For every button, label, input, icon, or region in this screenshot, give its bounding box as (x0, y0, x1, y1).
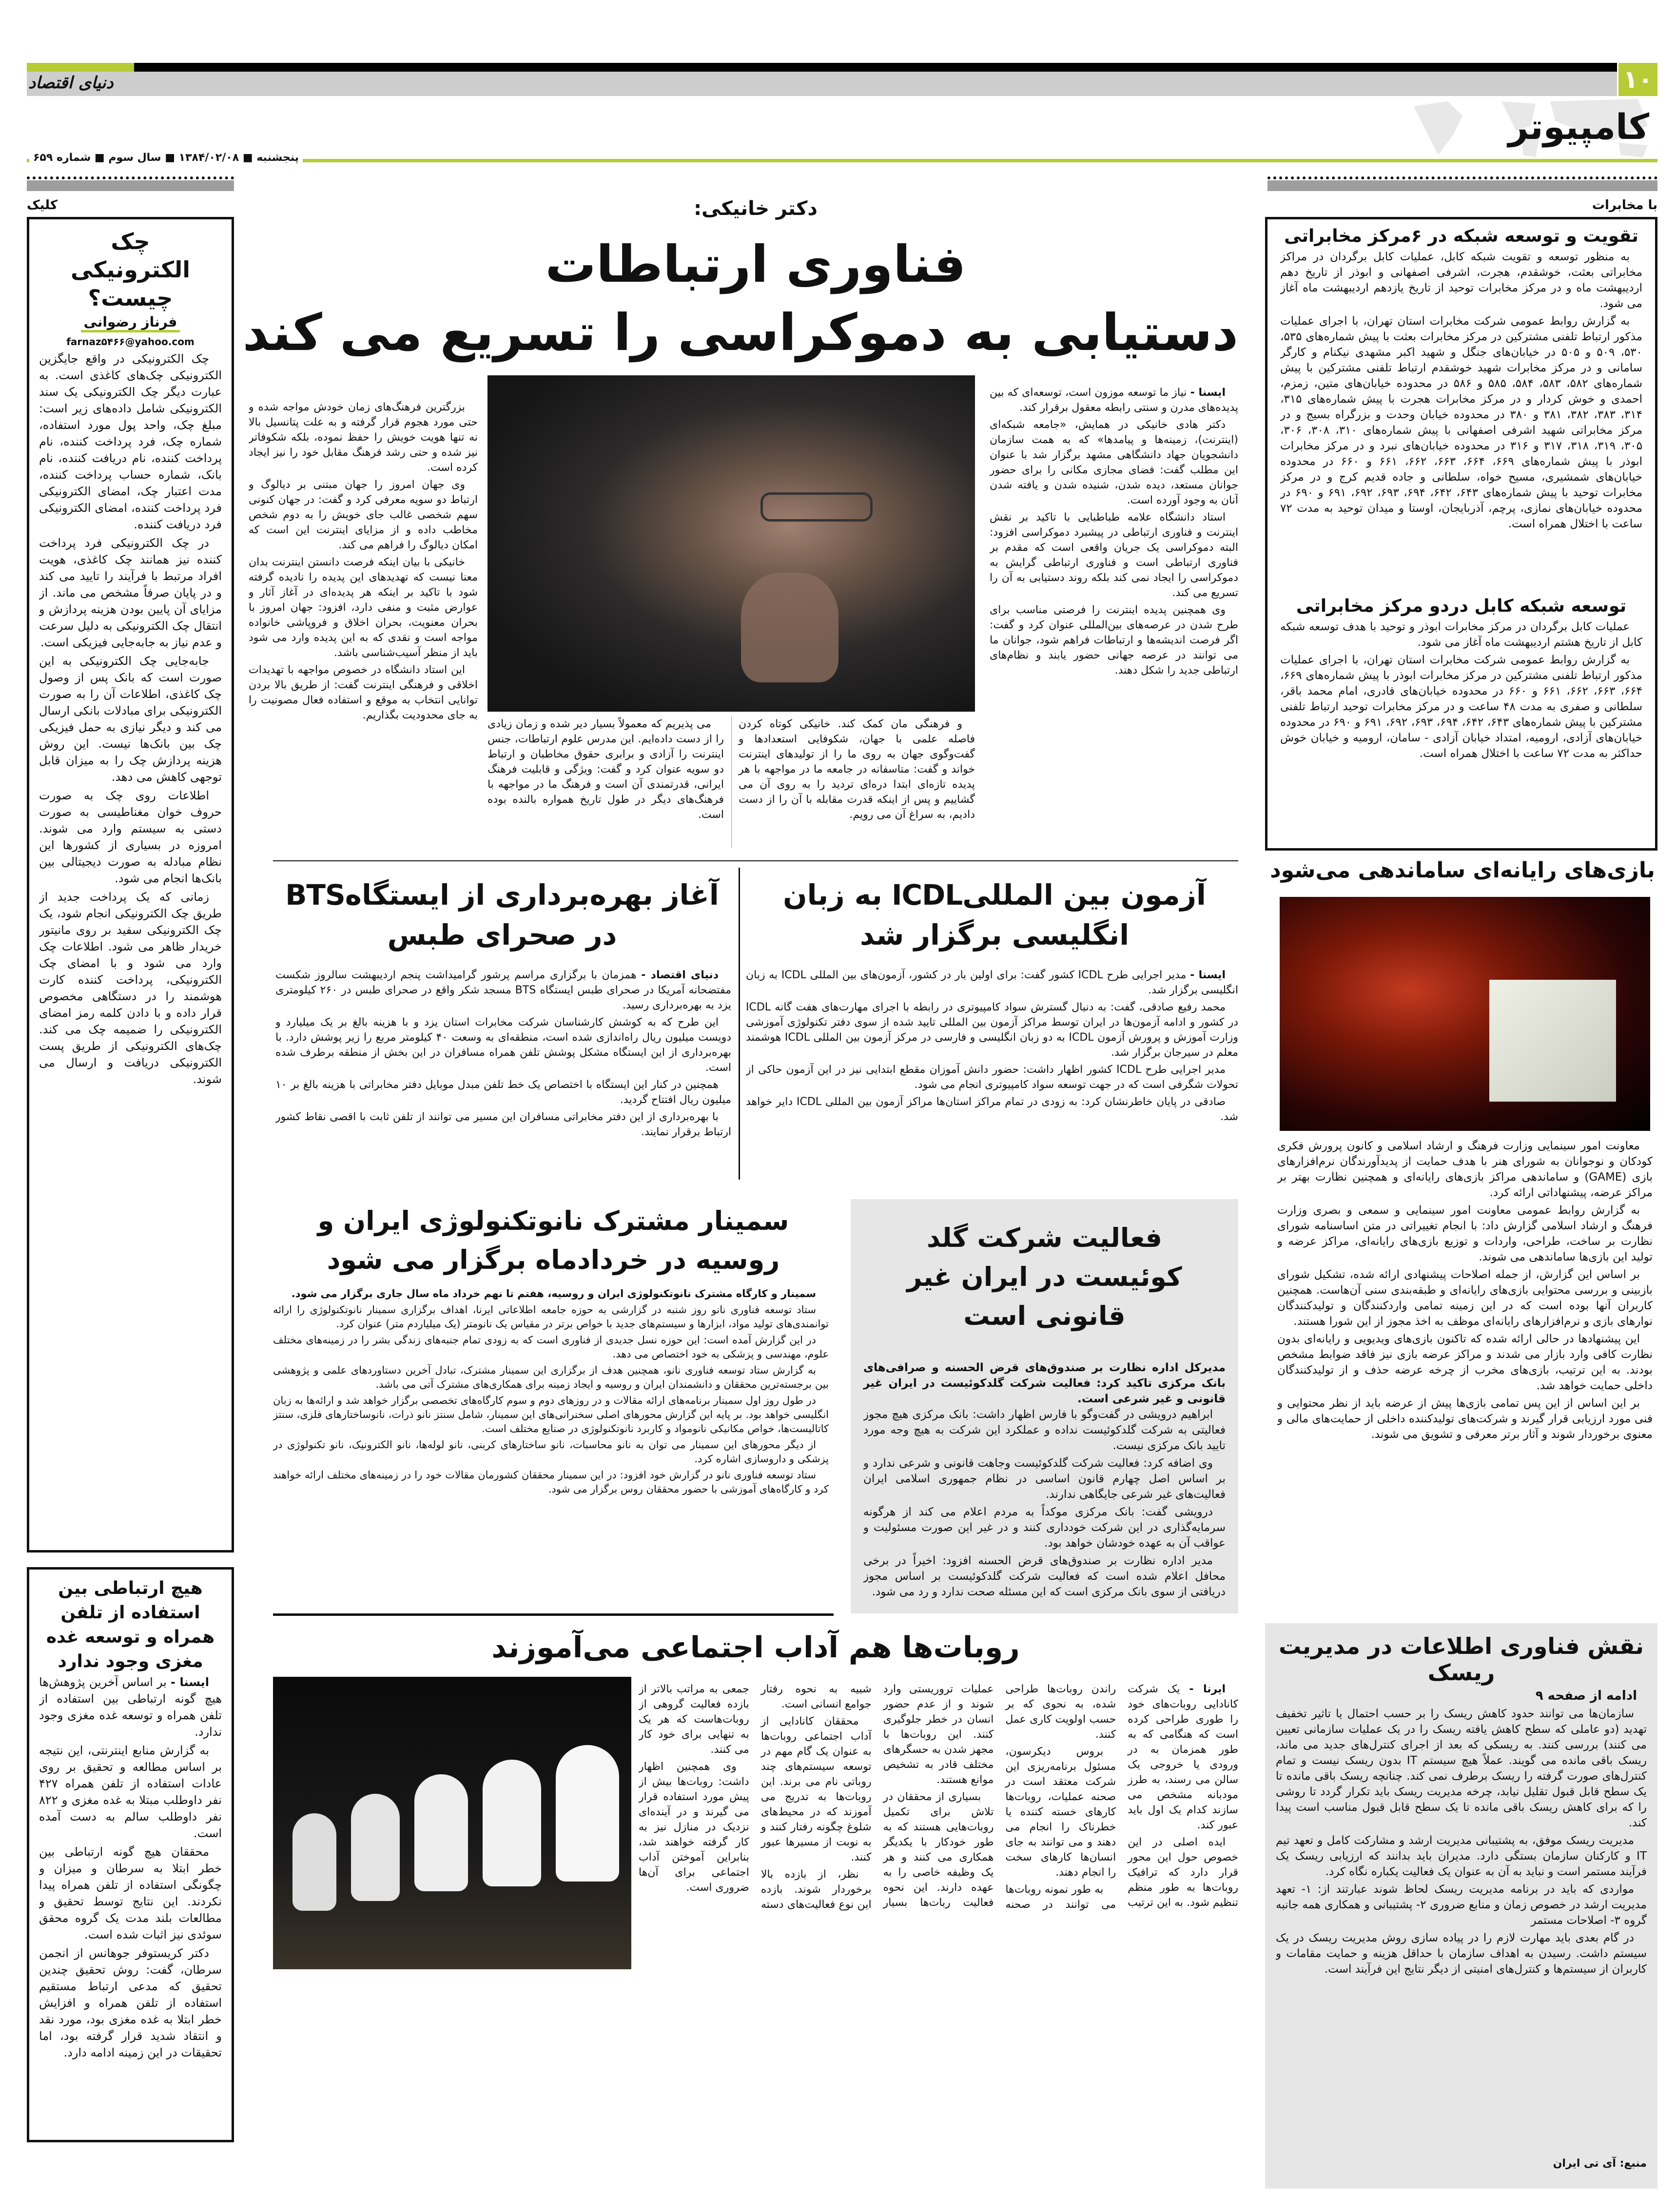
paragraph (761, 1714, 872, 1865)
robots-top-rule (273, 1613, 834, 1616)
robots-body (639, 1682, 1238, 2184)
paragraph-text: جابه‌جایی چک الکترونیکی به این صورت است که بانک پس از وصول چک کاغذی، اطلاعات آن را به صورت الکترونیکی برای مبادلات بانکی ارسال می کند و دیگر نیازی به حمل فیزیکی چک بین بانک‌ها نیست. این روش هزینه پردازش چک را به میزان قابل توجهی کاهش می دهد. (39, 654, 222, 784)
nano-body (273, 1287, 829, 1609)
paragraph (1128, 1682, 1238, 1833)
paragraph-text: وی همچنین پدیده اینترنت را فرصتی مناسب برای طرح شدن در عرصه‌های بین‌المللی عنوان کرد و گفت: اگر فرصت اندیشه‌ها و ارتباطات فراهم شود، جوانان ما می توانند در عرصه جهانی حضور یابند و نظام‌های ارتباطی جدید را شکل دهند. (990, 604, 1238, 677)
paragraph (39, 350, 222, 533)
paragraph-text: مدیر اجرایی طرح ICDL کشور گفت: برای اولین بار در کشور، آزمون‌های بین المللی ICDL به زبان انگلیسی برگزار شد. (746, 969, 1238, 996)
paragraph-text: وی همچنین اظهار داشت: روبات‌ها بیش از پیش مورد استفاده قرار می گیرند و در آینده‌ای نزدیک در منازل نیز به کار گرفته خواهند شد، بنابراین آموختن آداب اجتماعی برای آن‌ها ضروری است. (639, 1761, 749, 1894)
paragraph-text: مدیر اداره نظارت بر صندوق‌های قرض الحسنه افزود: اخیراً در برخی محافل اعلام شده است که فعالیت شرکت گلدکوئیست بر اساس مجوز دریافتی از سوی بانک مرکزی است که این مسئله صحت ندارد و رد می شود. (863, 1554, 1226, 1598)
paragraph (1280, 652, 1642, 761)
echeck-box (27, 217, 234, 1552)
paragraph (990, 385, 1238, 415)
paragraph-text: بر این اساس از این پس تمامی بازی‌ها پیش از عرضه باید از نظر محتوایی و فنی مورد ارزیابی قرار گیرند و شرکت‌های تولیدکننده داخلی از حمایت‌های مالی و معنوی برخوردار شوند و آثار برتر معرفی و تشویق می شوند. (1277, 1397, 1653, 1441)
telecom-news-box (1265, 217, 1657, 851)
echeck-body (39, 350, 222, 1535)
paragraph-text: بروس دیکرسون، مسئول برنامه‌ریزی این شرکت معتقد است در صحنه عملیات، روبات‌ها کارهای خسته کننده یا خطرناک را انجام می دهند و می توانند به جای انسان‌ها کارهای سخت را انجام دهند. (1005, 1746, 1116, 1879)
gray-bar (27, 180, 234, 191)
goldquest-headline: فعالیت شرکت گلد کوئیست در ایران غیر قانونی است (907, 1222, 1182, 1331)
paragraph-text: به طور نمونه روبات‌ها می توانند در صحنه عملیات تروریستی وارد شوند و از عدم حضور انسان در خطر جلوگیری کنند. این روبات‌ها با مجهز شدن به حسگرهای مختلف قادر به تشخیص موانع هستند. (883, 1683, 1116, 1911)
paragraph (990, 602, 1238, 678)
mobile-body (39, 1674, 222, 2103)
icdl-body (746, 968, 1238, 1177)
paragraph-text: به گزارش روابط عمومی معاونت امور سینمایی و سمعی و بصری وزارت فرهنگ و ارشاد اسلامی گزارش داد: با انجام تغییراتی در متن اساسنامه شورای نظارت بر ساخت، طراحی، واردات و توزیع بازی‌های رایانه‌ای، مراکز عرضه و تولید این بازی‌ها ساماندهی می شوند. (1277, 1204, 1653, 1263)
goldquest-lead: مدیرکل اداره نظارت بر صندوق‌های قرض الحسنه و صرافی‌های بانک مرکزی تاکید کرد: فعالیت شرکت گلدکوئیست در ایران غیر قانونی و غیر شرعی است. (863, 1361, 1226, 1405)
section-label-left (27, 176, 234, 213)
paragraph-text: به گزارش روابط عمومی شرکت مخابرات استان تهران، با اجرای عملیات مذکور ارتباط تلفنی مشترکین در مرکز مخابرات ابوذر با پیش شماره‌های ۶۶۹، ۶۶۴، ۶۶۳، ۶۶۲، ۶۶۱ و ۶۶۰ در محدوده خیابان‌های قادری، امام محمد باقر، سلطانی و صفری به مدت ۴۸ ساعت و در مرکز مخابرات توحید ارتباط تلفنی مشترکین با پیش شماره‌های ۶۴۳، ۶۴۲، ۶۹۴، ۶۹۳، ۶۹۲، ۶۹۱ و ۶۹۰ در محدوده خیابان‌های آزادی، ارومیه، امتداد خیابان آزادی - سامان، ارومیه و خیابان خوش حداکثر به مدت ۷۲ ساعت با اختلال همراه است. (1280, 654, 1642, 760)
paragraph-text: این پیشنهادها در حالی ارائه شده که تاکنون بازی‌های ویدیویی و رایانه‌ای بدون نظارت کافی وارد بازار می شدند و مراکز عرضه بازی نیز فاقد ضوابط مشخص بودند. به این ترتیب، بازی‌های مخرب از چرخه عرضه حذف و از تولیدکنندگان داخلی حمایت خواهد شد. (1277, 1333, 1653, 1392)
robot-figure (556, 1745, 619, 1882)
paragraph (275, 1015, 731, 1075)
dotted-rule (1267, 176, 1657, 179)
section-label-text: با مخابرات (1592, 198, 1657, 213)
paragraph-text: ایده اصلی در این خصوص حول این محور قرار دارد که ترافیک روبات‌ها به طور منظم تنظیم شود. به این ترتیب راندن روبات‌ها طراحی شده، به نحوی که بر حسب اولویت کاری عمل کنند. (1005, 1683, 1238, 1909)
mobile-headline: هیچ ارتباطی بین استفاده از تلفن همراه و توسعه غده مغزی وجود ندارد (46, 1578, 215, 1671)
paragraph-text: اطلاعات روی چک به صورت حروف خوان مغناطیسی به صورت دستی به سیستم وارد می شوند. امروزه در بسیاری از کشورها این نظام مبادله به صورت دیجیتالی بین بانک‌ها انجام می شود. (39, 789, 222, 885)
gray-bar (1267, 180, 1657, 191)
paragraph (990, 510, 1238, 601)
robots-photo (273, 1677, 631, 1969)
section-label-right (1267, 176, 1657, 213)
paragraph (863, 1407, 1226, 1454)
portrait-hand (741, 573, 838, 682)
paragraph-text: در این گزارش آمده است: این حوزه نسل جدیدی از فناوری است که به زودی تمام جنبه‌های زندگی بشر را در زمینه‌های مختلف علوم، مهندسی و پزشکی به خود اختصاص می دهد. (273, 1334, 829, 1360)
paragraph (1277, 1138, 1653, 1201)
telecom-headline-2: توسعه شبکه کابل دردو مرکز مخابراتی (1296, 596, 1627, 616)
bts-body (275, 968, 731, 1177)
paragraph-text: بر اساس آخرین پژوهش‌ها هیچ گونه ارتباطی بین استفاده از تلفن همراه و توسعه غده مغزی وجود ندارد. (39, 1675, 222, 1739)
paragraph (39, 1674, 222, 1740)
paragraph (1276, 1833, 1647, 1880)
page-number-block (1618, 63, 1657, 96)
header-black-bar (134, 63, 1617, 72)
paragraph (990, 417, 1238, 508)
telecom-body-2 (1280, 619, 1642, 814)
paragraph-text: نیاز ما توسعه موزون است، توسعه‌ای که بین پدیده‌های مدرن و سنتی رابطه معقول برقرار کند. (990, 387, 1238, 414)
risk-source: منبع: آی تی ایران (1553, 2157, 1647, 2170)
section-title: کامپیوتر (1508, 106, 1649, 147)
paragraph (746, 1000, 1238, 1060)
echeck-author-row (39, 314, 222, 330)
paragraph-text: به گزارش ستاد توسعه فناوری نانو، همچنین هدف از برگزاری این سمینار مشترک، تبادل آخرین دستاوردهای علمی و پژوهشی بین برجسته‌ترین محققان و دانشمندان ایران و روسیه و ایجاد زمینه برای همکاری‌های مشترک آتی می باشد. (273, 1364, 829, 1390)
paragraph (273, 1333, 829, 1361)
dotted-rule (27, 176, 234, 179)
robot-figure (483, 1760, 541, 1886)
main-headline-line1: فناوری ارتباطات (545, 234, 966, 294)
paragraph-text: مدیریت ریسک موفق، به پشتیبانی مدیریت ارشد و مشارکت کامل و تعهد تیم IT و کارکنان سازمان بستگی دارد. مدیران باید بدانند که ارزیابی ریسک یک فرآیند مستمر است و نباید به آن به عنوان یک فعالیت یکباره نگاه کرد. (1276, 1834, 1647, 1878)
paragraph-text: بزرگترین فرهنگ‌های زمان خودش مواجه شده و حتی مورد هجوم قرار گرفته و به علت پتانسیل بالا نه تنها هویت خویش را حفظ نموده، بلکه شکوفاتر نیز شده و حتی رشد فرهنگ مقابل خود را نیز ایجاد کرده است. (249, 401, 478, 474)
paragraph (275, 968, 731, 1013)
paragraph (39, 535, 222, 651)
paragraph (275, 1077, 731, 1107)
paragraph (863, 1504, 1226, 1551)
paragraph (39, 1843, 222, 1943)
telecom-headline-1: تقویت و توسعه شبکه در ۶مرکز مخابراتی (1284, 226, 1638, 246)
paragraph (1280, 249, 1642, 311)
paragraph-text: صادقی در پایان خاطرنشان کرد: به زودی در تمام مراکز استان‌ها مراکز آزمون بین المللی ICDL دایر خواهد شد. (746, 1096, 1238, 1123)
paragraph-lead: ایسنا - (170, 1675, 210, 1689)
robot-figure (351, 1794, 400, 1901)
paragraph-lead: ایسنا - (1190, 387, 1226, 399)
paragraph (863, 1455, 1226, 1502)
paragraph (1276, 1706, 1647, 1831)
robot-figure (292, 1813, 336, 1911)
paragraph-text: خانیکی با بیان اینکه فرصت دانستن اینترنت بدان معنا نیست که تهدیدهای این پدیده را نادیده گرفته شود با تاکید بر اینکه هر پدیده‌ای در آغاز آثار و عوارض مثبت و منفی دارد، افزود: جهان امروز با بحران معنویت، بحران اخلاق و فروپاشی خانواده مواجه است و نقدی که به این پدیده وارد می شود باید از منظر آسیب‌شناسی باشد. (249, 556, 478, 659)
goldquest-box (851, 1199, 1238, 1613)
paragraph-lead: سمینار و کارگاه مشترک نانوتکنولوژی ایران و روسیه، هفتم تا نهم خرداد ماه سال جاری برگزار می شود. (291, 1288, 816, 1300)
paragraph-text: نظر، از بازده بالا برخوردار شوند. بازده این نوع فعالیت‌های دسته جمعی به مراتب بالاتر از بازده فعالیت گروهی از روبات‌هاست که هر یک به تنهایی برای خود کار می کنند. (639, 1683, 872, 1911)
paragraph (249, 555, 478, 660)
paragraph (1277, 1396, 1653, 1442)
paragraph-text: می پذیریم که معمولاً بسیار دیر شده و زمان زیادی را از دست داده‌ایم. این مدرس علوم ارتباطات، جنس اینترنت را آزادی و برابری حقوق مخاطبان و ارتباط دو سویه عنوان کرد و گفت: ویژگی و قابلیت فرهنگ ایرانی، قدرتمندی آن است و فرهنگ ما در مواجهه با فرهنگ‌های دیگر در طول تاریخ همواره بالنده بوده است. (487, 718, 724, 821)
paragraph-text: مدیر اجرایی طرح ICDL کشور اظهار داشت: حضور دانش آموزان مقطع ابتدایی نیز در این آزمون حاکی از تحولات شگرفی است که در جهت توسعه سواد کامپیوتری انجام می شود. (746, 1064, 1238, 1091)
paragraph (39, 787, 222, 887)
paragraph-text: چک الکترونیکی در واقع جایگزین الکترونیکی چک‌های کاغذی است. به عبارت دیگر چک الکترونیکی یک سند الکترونیکی شامل داده‌های زیر است: مبلغ چک، واحد پول مورد استفاده، شماره چک، فرد پرداخت کننده، نام پرداخت کننده، نام دریافت کننده، نام بانک، شماره حساب پرداخت کننده، مدت اعتبار چک، امضای الکترونیکی فرد پرداخت کننده، امضای الکترونیکی فرد دریافت کننده. (39, 352, 222, 531)
games-body (1277, 1138, 1653, 1606)
paragraph (1276, 1930, 1647, 1977)
robots-headline: روبات‌ها هم آداب اجتماعی می‌آموزند (491, 1630, 1020, 1665)
newspaper-logo: دنیای اقتصاد (28, 73, 114, 93)
dateline: پنجشنبه ■ ۱۳۸۴/۰۲/۰۸ ■ سال سوم ■ شماره ۶۵۹ (29, 152, 303, 164)
row-divider (273, 860, 1238, 861)
paragraph-text: به گزارش روابط عمومی شرکت مخابرات استان تهران، با اجرای عملیات مذکور ارتباط تلفنی مشترکین در مرکز مخابرات بعثت با پیش شماره‌های ۵۳۵، ۵۳۰، ۵۰۹ و ۵۰۵ در خیابان‌های جنگل و شهید اکبر مشهدی نیکنام و کارگر سامانی و در مرکز مخابرات شهید خوشقدم ارتباط تلفنی مشترکین با پیش شماره‌های ۵۸۲، ۵۸۳، ۵۸۴، ۵۸۵ و ۵۸۶ در محدوده خیابان‌های متین، زمزم، احمدی و خوش کردار و در مرکز مخابرات هجرت با پیش شماره‌های ۳۱۵، ۳۱۴، ۳۸۳، ۳۸۲، ۳۸۱ و ۳۸۰ در محدوده خیابان وحدت و بزرگراه بسیج و در مرکز مخابراتی شهید اشرفی اصفهانی با پیش شماره‌های ۳۱۰، ۳۰۸، ۳۰۶، ۳۰۵، ۳۱۹، ۳۱۸، ۳۱۷ و ۳۱۶ در محدوده خیابان‌های نبرد و در مرکز مخابرات ابوذر با پیش شماره‌های ۶۶۹، ۶۶۴، ۶۶۳، ۶۶۲، ۶۶۱ و ۶۶۰ در محدوده خیابان‌های شمشیری، مسیح خواه، سلطانی و جاده قدیم کرج و در مرکز مخابرات توحید با پیش شماره‌های ۶۴۳، ۶۴۲، ۶۹۴، ۶۹۳، ۶۹۲، ۶۹۱ و ۶۹۰ در محدوده خیابان‌های نمازی، پرچم، آذربایجان، اوستا و میدان توحید به مدت ۷۲ ساعت با اختلال همراه است. (1280, 315, 1642, 530)
paragraph (39, 653, 222, 785)
echeck-headline: چک الکترونیکی چیست؟ (70, 228, 191, 311)
paragraph (746, 1062, 1238, 1092)
paragraph-text: این استاد دانشگاه در خصوص مواجهه با تهدیدات اخلاقی و فرهنگی اینترنت گفت: از طریق بالا بردن توانایی انتخاب به موقع و استفاده فعال مصونیت را به جای محدودیت بگذاریم. (249, 664, 478, 721)
risk-continued-label: ادامه از صفحه ۹ (1535, 1688, 1637, 1703)
paragraph (249, 400, 478, 475)
paragraph (746, 968, 1238, 998)
paragraph-text: ابراهیم درویشی در گفت‌وگو با فارس اظهار داشت: بانک مرکزی هیچ مجوز فعالیتی به شرکت گلدکوئیست نداده و عملکرد این شرکت به هیچ وجه مورد تایید بانک مرکزی نیست. (863, 1408, 1226, 1452)
paragraph (863, 1553, 1226, 1600)
paragraph (487, 717, 724, 822)
bts-headline: آغاز بهره‌برداری از ایستگاهBTS در صحرای طبس (285, 878, 719, 951)
risk-headline: نقش فناوری اطلاعات در مدیریت ریسک (1279, 1633, 1644, 1686)
paragraph (273, 1394, 829, 1436)
paragraph-text: عملیات کابل برگردان در مرکز مخابرات ابوذر و توحید با هدف توسعه شبکه کابل از تاریخ هشتم اردیبهشت ماه آغاز می شود. (1280, 621, 1642, 649)
risk-body (1276, 1706, 1647, 2154)
goldquest-body (863, 1407, 1226, 1611)
paragraph-text: محمد رفیع صادقی، گفت: به دنبال گسترش سواد کامپیوتری در رابطه با اجرای مهارت‌های هفت گانه ICDL در کشور و ادامه آزمون‌ها در ایران توسط مراکز آزمون بین المللی تایید شده از سوی دفتر تکنولوژی آموزشی وزارت آموزش و پرورش آزمون ICDL به دو زبان انگلیسی و فارسی در مرکز آزمون بین المللی ICDL هوشمند معلم در سیرجان برگزار شد. (746, 1001, 1238, 1059)
section-label-text: کلیک (27, 198, 58, 213)
paragraph-text: درویشی گفت: بانک مرکزی موکداً به مردم اعلام می کند از هرگونه سرمایه‌گذاری در این شرکت خودداری کنند و در غیر این صورت مسئولیت و عواقب آن به عهده خودشان خواهد بود. (863, 1506, 1226, 1550)
paragraph (1280, 313, 1642, 532)
paragraph-text: وی جهان امروز را جهان مبتنی بر دیالوگ و ارتباط دو سویه معرفی کرد و گفت: در جهان کنونی سهم شخصی غالب جای خویش را به دوم شخص مخاطب داده و از مزایای اینترنت این است که امکان دیالوگ را فراهم می کند. (249, 479, 478, 551)
paragraph (273, 1287, 829, 1301)
risk-article-box (1265, 1623, 1657, 2189)
paragraph-text: سازمان‌ها می توانند حدود کاهش ریسک را بر حسب احتمال یا تاثیر تخفیف تهدید (دو عاملی که سطح کاهش یافته ریسک را در یک عملیات سازمانی تعیین می کنند) بررسی کنند. به ریسکی که بعد از اجرای کنترل‌های جدید می ماند، ریسک باقی مانده می گویند. عملاً هیچ سیستم IT بدون ریسک نیست و تمام کنترل‌های صورت گرفته را ریسک برطرف نمی کند. چنانچه ریسک باقی مانده تا یک سطح قابل قبول تقلیل نیابد، چرخه مدیریت ریسک باید تکرار گردد تا روشی را که برای کاهش ریسک باقی مانده تا یک سطح قابل قبول مناسب است پیدا کند. (1276, 1708, 1647, 1829)
paragraph-text: ستاد توسعه فناوری نانو در گزارش خود افزود: در این سمینار محققان کشورمان مقالات خود را در زمینه‌های مختلف ارائه خواهند کرد و کارگاه‌های آموزشی با حضور محققان روس برگزار می شود. (273, 1469, 829, 1495)
monitor-screen (1489, 980, 1616, 1102)
robot-figure (414, 1774, 468, 1891)
paragraph (1005, 1744, 1116, 1880)
paragraph (273, 1363, 829, 1392)
main-article-under-photo (487, 717, 975, 848)
games-headline: بازی‌های رایانه‌ای ساماندهی می‌شود (1270, 858, 1655, 883)
paragraph-text: به گزارش منابع اینترنتی، این نتیجه بر اساس مطالعه و تحقیق بر روی عادات استفاده از تلفن همراه ۴۲۷ نفر داوطلب مبتلا به غده مغزی و ۸۲۲ نفر داوطلب سالم به دست آمده است. (39, 1744, 222, 1840)
paragraph (1277, 1203, 1653, 1265)
main-article-col-right (990, 385, 1238, 848)
paragraph (1276, 1882, 1647, 1928)
paragraph-text: دکتر هادی خانیکی در همایش، «جامعه شبکه‌ای (اینترنت)، زمینه‌ها و پیامدها» که به همت سازمان دانشجویان جهاد دانشگاهی مشهد برگزار شد با عنوان این مطلب گفت: فضای مجازی مکانی را برای حضور جوانان مستعد، دیده شدن، شنیده شدن و یافته شدن آنان به وجود آورده است. (990, 419, 1238, 506)
paragraph-text: وی اضافه کرد: فعالیت شرکت گلدکوئیست وجاهت قانونی و شرعی ندارد و بر اساس اصل چهارم قانون اساسی در نظام جمهوری اسلامی ایران فعالیت‌های غیر شرعی جایگاهی ندارند. (863, 1457, 1226, 1501)
paragraph-text: محققان کانادایی از آداب اجتماعی روبات‌ها به عنوان یک گام مهم در توسعه سیستم‌های چند روباتی نام می برند. این روبات‌ها به تدریج می آموزند که در محیط‌های شلوغ چگونه رفتار کنند و به نوبت از مسیرها عبور کنند. (760, 1715, 872, 1863)
paragraph-text: این طرح که به کوشش کارشناسان شرکت مخابرات استان یزد و با هزینه بالغ بر یک میلیارد و دویست میلیون ریال راه‌اندازی شده است، منطقه‌ای به وسعت ۴۰ کیلومتر مربع را زیر پوشش دارد. با بهره‌برداری از این ایستگاه مشکل پوشش تلفن همراه مسافران در این بخش از منطقه برطرف شده است. (275, 1016, 731, 1074)
paragraph (39, 889, 222, 1087)
paragraph-text: بر اساس این گزارش، از جمله اصلاحات پیشنهادی ارائه شده، تشکیل شورای بازبینی و بررسی محتوایی بازی‌های رایانه‌ای و طبقه‌بندی سنی آن‌هاست. همچنین کاربران آنها بوده است که در این زمینه تمامی واردکنندگان و تولیدکنندگان نوارهای بازی و نرم‌افزارهای رایانه‌ای موظف به اخذ مجوز از این شورا هستند. (1277, 1268, 1653, 1328)
paragraph-text: از دیگر محورهای این سمینار می توان به نانو محاسبات، نانو ساختارهای کربنی، نانو لوله‌ها، نانو الکترونیک، نانو تکنولوژی در پزشکی و داروسازی اشاره کرد. (273, 1439, 829, 1465)
paragraph (273, 1468, 829, 1496)
paragraph-text: در گام بعدی باید مهارت لازم را در پیاده سازی روش مدیریت ریسک در یک سیستم داشت. رسیدن به اهداف سازمان با حداقل هزینه و حمایت مقامات و کاربران از سیستم‌ها و کنترل‌های امنیتی از دیگر نتایج این فرآیند است. (1276, 1932, 1647, 1976)
paragraph (739, 717, 975, 822)
main-article-photo (487, 375, 975, 712)
paragraph-text: استاد دانشگاه علامه طباطبایی با تاکید بر نقش اینترنت و فناوری ارتباطی در پیشبرد دموکراسی افزود: البته دموکراسی یک جریان واقعی است که مقدم بر فناوری ارتباطی است و فناوری ارتباطی گرایش به دموکراسی را ایجاد نمی کند بلکه روند دستیابی به آن را تسریع می کند. (990, 511, 1238, 599)
paragraph-text: بسیاری از محققان در تلاش برای تکمیل روبات‌هایی هستند که به طور خودکار با یکدیگر همکاری می کنند و هر یک وظیفه خاصی را به عهده دارند. این نحوه فعالیت ربات‌ها بسیار شبیه به نحوه رفتار جوامع انسانی است. (760, 1683, 994, 1909)
nano-headline: سمینار مشترک نانوتکنولوژی ایران و روسیه در خردادماه برگزار می شود (317, 1205, 789, 1275)
games-photo (1280, 897, 1650, 1131)
paragraph-text: با بهره‌برداری از این دفتر مخابراتی مسافران این مسیر می توانند از تلفن ثابت با اقصی نقاط کشور ارتباط برقرار نمایند. (275, 1111, 731, 1138)
header-gray-band (27, 72, 1617, 96)
paragraph-text: در چک الکترونیکی فرد پرداخت کننده نیز همانند چک کاغذی، هویت افراد مرتبط با فرآیند را تایید می کند و در پایان صرفاً مشخص می ماند. از مزایای آن پایین بودن هزینه پردازش و انتقال چک الکترونیکی به دلیل سرعت و عدم نیاز به جابه‌جایی فیزیکی است. (39, 536, 222, 649)
paragraph (39, 1945, 222, 2061)
paragraph (249, 662, 478, 723)
paragraph-text: زمانی که یک پرداخت جدید از طریق چک الکترونیکی انجام شود، یک چک الکترونیکی سفید بر روی مانیتور خریدار ظاهر می شود. اطلاعات چک وارد می شود و با امضای چک الکترونیکی، پرداخت کننده کارت هوشمند را در دستگاهی مخصوص قرار داده و با دادن کلمه رمز امضای الکترونیکی را ضمیمه چک می کند. چک‌های الکترونیکی از طریق پست الکترونیکی دریافت و ارسال می شوند. (39, 890, 222, 1086)
icdl-headline: آزمون بین المللیICDL به زبان انگلیسی برگزار شد (783, 878, 1206, 951)
continent-shape (1414, 101, 1462, 155)
paragraph (249, 477, 478, 553)
paragraph (1277, 1267, 1653, 1329)
paragraph (1280, 619, 1642, 650)
paragraph-lead: ایرنا - (1189, 1683, 1226, 1695)
paragraph (746, 1094, 1238, 1125)
column-divider (739, 868, 740, 1180)
header-accent-left (27, 63, 134, 72)
paragraph-text: یک شرکت کانادایی روبات‌های خود را طوری طراحی کرده است که هنگامی که به طور همزمان به در ورودی یا خروجی یک سالن می رسند، به طرز مودبانه مشخص می سازند کدام یک اول باید عبور کند. (1128, 1683, 1238, 1831)
mobile-box (27, 1567, 234, 2142)
paragraph (273, 1303, 829, 1331)
paragraph-text: در طول روز اول سمینار برنامه‌های ارائه مقالات و در روزهای دوم و سوم کارگاه‌های تخصصی برگزار خواهد شد و ارائه‌ها به زبان انگلیسی خواهد بود. بر پایه این گزارش محورهای اصلی سخنرانی‌های این سمینار، شامل سنتز نانو ذرات، نانوساختارهای فلزی، سنتز کاتالیست‌ها، خواص مکانیکی نانومواد و کاربرد نانوتکنولوژی در صنایع مختلف است. (273, 1395, 829, 1435)
echeck-author: فرناز رضوانی (81, 314, 180, 332)
telecom-body-1 (1280, 249, 1642, 585)
paragraph-lead: دنیای اقتصاد - (641, 969, 719, 981)
portrait-glasses (760, 492, 873, 522)
paragraph-text: همزمان با برگزاری مراسم پرشور گرامیداشت پنجم اردیبهشت سالروز شکست مفتضحانه آمریکا در صحرای طبس ایستگاه BTS مسجد شکر واقع در صحرای طبس در ۲۶۰ کیلومتری یزد به بهره‌برداری رسید. (275, 969, 731, 1011)
paragraph-text: مواردی که باید در برنامه مدیریت ریسک لحاظ شوند عبارتند از: ۱- تعهد مدیریت ارشد در خصوص زمان و منابع ضروری ۲- پشتیبانی و همکاری همه جانبه گروه ۳- اصلاحات مستمر (1276, 1883, 1647, 1927)
paragraph-text: معاونت امور سینمایی وزارت فرهنگ و ارشاد اسلامی و کانون پرورش فکری کودکان و نوجوانان به شورای هنر با هدف حمایت از پدیدآورندگان نرم‌افزارهای بازی (GAME) و ساماندهی مراکز بازی‌های رایانه‌ای و همچنین نظارت بهتر بر مراکز عرضه، پیشنهاداتی ارائه کرد. (1277, 1140, 1653, 1199)
paragraph (273, 1438, 829, 1466)
paragraph-text: و فرهنگی مان کمک کند. خانیکی کوتاه کردن فاصله علمی با جهان، شکوفایی استعدادها و گفت‌وگوی جهان به روی ما را از تولیدهای اینترنت خواند و گفت: متاسفانه در جامعه ما در مواجهه با هر پدیده تازه‌ای ابتدا دره‌ای تردید را به روی آن می گشاییم و پس از اینکه قدرت مقابله با آن را از دست دادیم، به سراغ آن می رویم. (739, 718, 975, 821)
paragraph-text: دکتر کریستوفر جوهانس از انجمن سرطان، گفت: روش تحقیق چندین تحقیق که مدعی ارتباط مستقیم استفاده از تلفن همراه و افزایش خطر ابتلا به غده مغزی بود، مورد نقد و انتقاد شدید قرار گرفته بود، اما تحقیقات در این زمینه ادامه دارد. (39, 1946, 222, 2059)
paragraph (275, 1109, 731, 1140)
paragraph-text: همچنین در کنار این ایستگاه با اختصاص یک خط تلفن مبدل موبایل دفتر مخابراتی با هزینه بالغ بر ۱۰ میلیون ریال افتتاح گردید. (275, 1079, 731, 1106)
paragraph (39, 1742, 222, 1842)
echeck-email: farnaz۵۴۶۶@yahoo.com (66, 336, 195, 348)
paragraph (639, 1759, 749, 1895)
main-headline-line2: دستیابی به دموکراسی را تسریع می کند (242, 303, 1238, 362)
page-number: ۱۰ (1623, 65, 1653, 94)
main-article-col-left (249, 400, 478, 848)
paragraph-lead: ایسنا - (1190, 969, 1226, 981)
paragraph (1277, 1331, 1653, 1394)
main-kicker: دکتر خانیکی: (694, 197, 818, 220)
paragraph-text: ستاد توسعه فناوری نانو روز شنبه در گزارشی به حوزه جامعه اطلاعاتی ایرنا، اهداف برگزاری سمینار نانوتکنولوژی را ارائه توانمندی‌های تولید مواد، ابزارها و سیستم‌های جدید با خواص برتر در مقیاس یک نانومتر (یک میلیاردم متر) عنوان کرد. (273, 1304, 829, 1330)
paragraph-text: به منظور توسعه و تقویت شبکه کابل، عملیات کابل برگردان در مراکز مخابراتی بعثت، خوشقدم، هجرت، اشرفی اصفهانی و ابوذر از تاریخ دهم اردیبهشت ماه و در مرکز مخابرات توحید از تاریخ یازدهم اردیبهشت ماه آغاز می شود. (1280, 251, 1642, 310)
paragraph-text: محققان هیچ گونه ارتباطی بین خطر ابتلا به سرطان و میزان و چگونگی استفاده از تلفن همراه پیدا نکردند. این نتایج توسط تحقیق و مطالعات بلند مدت یک گروه محقق سوئدی نیز اثبات شده است. (39, 1845, 222, 1941)
